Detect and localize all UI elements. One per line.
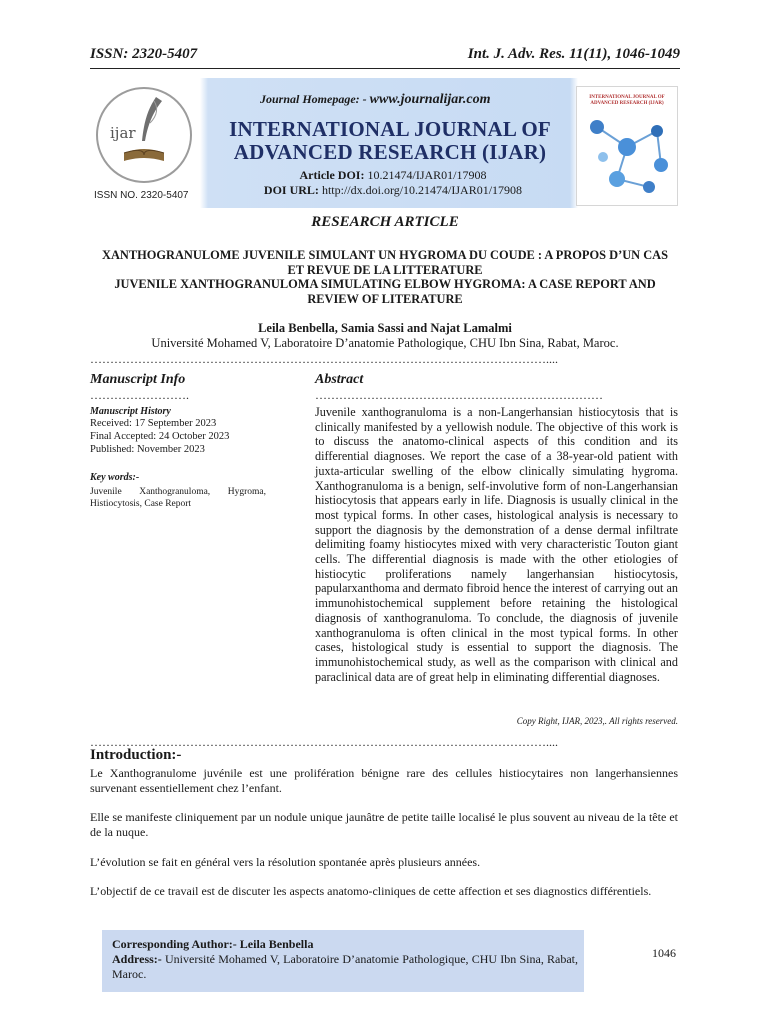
intro-paragraph-4: L’objectif de ce travail est de discuter les aspects anatomo-cliniques de cette affection et ses diagnostics différentiels. (90, 884, 652, 898)
authors: Leila Benbella, Samia Sassi and Najat Lamalmi (258, 321, 512, 335)
keywords-label: Key words:- (90, 472, 140, 483)
title-en-line2: REVIEW OF LITERATURE (307, 291, 463, 306)
doi-label: Article DOI: (299, 168, 365, 182)
received-date: Received: 17 September 2023 (90, 418, 217, 429)
corresponding-author-box (102, 930, 584, 992)
address: Université Mohamed V, Laboratoire D’anatomie Pathologique, CHU Ibn Sina, Rabat, Maroc. (112, 952, 579, 981)
title-fr-line1: XANTHOGRANULOME JUVENILE SIMULANT UN HYGROMA DU COUDE : A PROPOS D’UN CAS (102, 248, 668, 262)
journal-homepage (260, 92, 491, 108)
article-type: RESEARCH ARTICLE (311, 214, 459, 230)
doi-url-link[interactable]: http://dx.doi.org/10.21474/IJAR01/17908 (321, 183, 523, 197)
header-issn: ISSN: 2320-5407 (90, 46, 198, 62)
doi-url-label: DOI URL: (263, 183, 319, 197)
header-rule (90, 68, 680, 69)
header-citation: Int. J. Adv. Res. 11(11), 1046-1049 (467, 46, 680, 62)
keywords: Juvenile Xanthogranuloma, Hygroma, Histiocytosis, Case Report (90, 487, 266, 509)
accepted-date: Final Accepted: 24 October 2023 (90, 431, 230, 442)
manuscript-history-label: Manuscript History (90, 406, 171, 417)
intro-paragraph-2: Elle se manifeste cliniquement par un nodule unique jaunâtre de petite taille localisé le plus souvent au niveau de la tête et de la nuque. (90, 810, 678, 839)
introduction-heading: Introduction:- (90, 747, 182, 763)
logo-text: ijar (110, 124, 136, 142)
journal-title (220, 118, 560, 164)
molecule-icon (577, 87, 677, 205)
page-number: 1046 (652, 946, 676, 960)
published-date: Published: November 2023 (90, 444, 205, 455)
corresponding-author: Corresponding Author:- Leila Benbella (112, 937, 314, 951)
separator-bottom: …………………………………………………………………………………………………….... (90, 735, 558, 749)
title-fr-line2: ET REVUE DE LA LITTERATURE (287, 262, 483, 277)
running-header (90, 46, 680, 68)
intro-paragraph-3: L’évolution se fait en général vers la résolution spontanée après plusieurs années. (90, 855, 481, 869)
article-titles (100, 248, 670, 306)
separator-left: ……………………. (90, 388, 189, 402)
cover-title: INTERNATIONAL JOURNAL OF ADVANCED RESEARCH (IJAR) (589, 95, 665, 106)
separator-top: …………………………………………………………………………………………………….... (90, 352, 558, 366)
copyright: Copy Right, IJAR, 2023,. All rights reserved. (516, 716, 678, 726)
abstract-heading: Abstract (315, 372, 364, 387)
logo-issn: ISSN NO. 2320-5407 (94, 190, 189, 201)
journal-title-line2: ADVANCED RESEARCH (IJAR) (233, 140, 547, 164)
homepage-link[interactable]: www.journalijar.com (369, 92, 491, 107)
doi-block (208, 168, 578, 198)
journal-title-line1: INTERNATIONAL JOURNAL OF (229, 117, 551, 141)
journal-cover-image (576, 86, 678, 206)
affiliation: Université Mohamed V, Laboratoire D’anatomie Pathologique, CHU Ibn Sina, Rabat, Maroc. (151, 336, 619, 350)
journal-banner (90, 78, 680, 208)
doi-value: 10.21474/IJAR01/17908 (367, 168, 487, 182)
address-label: Address:- (112, 952, 162, 966)
abstract-text: Juvenile xanthogranuloma is a non-Langerhansian histiocytosis that is clinically manifested by a yellowish nodule. The objective of this work is to discuss the anatomo-clinical aspects of this condition and its differential diagnoses. We report the case of a 38-year-old patient with juxta-articular swelling of the elbow clinically simulating hygroma. Xanthogranuloma is a benign, self-involutive form of non-Langerhansian histiocytosis that appears early in life. Diagnosis is usually clinical in the most typical forms. In other cases, histological analysis is necessary to support the diagnosis by the demonstration of a dense dermal infiltrate delimiting foamy histiocytes mixed with very characteristic Touton giant cells. The differential diagnosis is made with the other etiologies of histiocytic proliferations namely langerhansian histiocytosis, papularxanthoma and dermato fibroid hence the interest of carrying out an immunohistochemical supplement before retaining the histological diagnosis of xanthogranuloma. To conclude, the diagnosis of juvenile xanthogranuloma is often clinical in the most typical forms. In other cases, histological study is essential to support the diagnosis. The immunohistochemical study, as well as the comparison with clinical and paraclinical data are of great help in eliminating differential diagnoses. (315, 405, 678, 684)
intro-paragraph-1: Le Xanthogranulome juvénile est une prolifération bénigne rare des cellules histiocytaires non langerhansiennes survenant essentiellement chez l’enfant. (90, 766, 678, 795)
title-en-line1: JUVENILE XANTHOGRANULOMA SIMULATING ELBOW HYGROMA: A CASE REPORT AND (114, 277, 656, 292)
manuscript-info-heading: Manuscript Info (90, 372, 186, 387)
homepage-label: Journal Homepage: - (260, 92, 367, 106)
separator-right: ……………………………………………………………… (315, 388, 603, 402)
